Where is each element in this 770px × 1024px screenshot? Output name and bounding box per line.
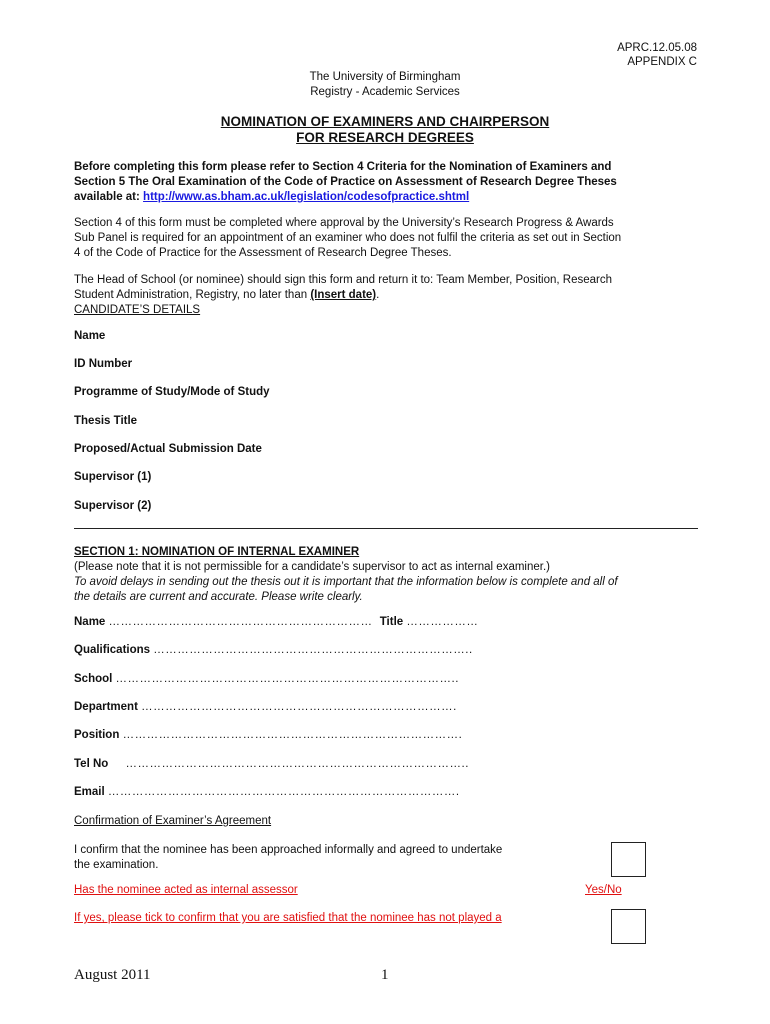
registry-name: Registry - Academic Services [310, 86, 460, 98]
codes-of-practice-link[interactable]: http://www.as.bham.ac.uk/legislation/codesofpractice.shtml [143, 191, 470, 203]
document-reference [617, 41, 697, 69]
intro-line3 [74, 190, 699, 205]
candidate-supervisor2-label: Supervisor (2) [74, 500, 152, 512]
position-label: Position [74, 729, 120, 741]
school-row [74, 673, 459, 685]
department-input[interactable]: ……………………………………………………………………. [141, 701, 457, 713]
confirmation-heading: Confirmation of Examiner’s Agreement [74, 815, 272, 827]
not-played-role-checkbox[interactable] [611, 909, 646, 944]
section4-note [74, 216, 699, 261]
candidate-submission-date-label: Proposed/Actual Submission Date [74, 443, 262, 455]
return-line2 [74, 288, 699, 303]
qualifications-label: Qualifications [74, 644, 151, 656]
examiner-title-input[interactable]: ……………… [406, 616, 479, 628]
return-instructions [74, 273, 699, 318]
form-title [0, 114, 770, 146]
candidate-details-heading: CANDIDATE’S DETAILS [74, 304, 201, 316]
examiner-name-input[interactable]: ………………………………………………………… [108, 616, 373, 628]
candidate-name-label: Name [74, 330, 106, 342]
available-at-label: available at: [74, 191, 144, 203]
internal-assessor-question: Has the nominee acted as internal assessor [74, 884, 298, 896]
return-line2-prefix: Student Administration, Registry, no later than [74, 289, 311, 301]
candidate-programme-label: Programme of Study/Mode of Study [74, 386, 270, 398]
section1-italic-line2: the details are current and accurate. Please write clearly. [74, 591, 363, 603]
email-input[interactable]: ……………………………………………………………………………. [107, 786, 460, 798]
examiner-name-row [74, 616, 478, 628]
school-label: School [74, 673, 113, 685]
candidate-thesis-title-label: Thesis Title [74, 415, 138, 427]
university-name: The University of Birmingham [309, 71, 461, 83]
section1-heading: SECTION 1: NOMINATION OF INTERNAL EXAMINER [74, 546, 360, 558]
section4-note-line2: Sub Panel is required for an appointment of an examiner who does not fulfil the criteria as set out in Section [74, 232, 622, 244]
intro-instructions [74, 160, 699, 205]
email-row [74, 786, 460, 798]
yes-no-option[interactable]: Yes/No [585, 884, 622, 896]
confirmation-line1: I confirm that the nominee has been approached informally and agreed to undertake [74, 844, 503, 856]
institution-block [0, 70, 770, 100]
insert-date: (Insert date) [310, 289, 377, 301]
section4-note-line3: 4 of the Code of Practice for the Assessment of Research Degree Theses. [74, 247, 452, 259]
page-number: 1 [381, 967, 389, 983]
examiner-name-label: Name [74, 616, 106, 628]
telno-input[interactable]: ………………………………………………………………………….. [125, 758, 469, 770]
confirmation-line2: the examination. [74, 859, 159, 871]
appendix-label: APPENDIX C [627, 56, 697, 68]
intro-line1: Before completing this form please refer to Section 4 Criteria for the Nomination of Examiners and [74, 161, 612, 173]
section1-header [74, 545, 699, 605]
qualifications-input[interactable]: …………………………………………………………………….. [153, 644, 473, 656]
form-title-line1: NOMINATION OF EXAMINERS AND CHAIRPERSON [220, 114, 550, 129]
form-title-line2: FOR RESEARCH DEGREES [296, 130, 474, 145]
qualifications-row [74, 644, 473, 656]
email-label: Email [74, 786, 105, 798]
ref-code: APRC.12.05.08 [617, 42, 697, 54]
position-input[interactable]: …………………………………………………………………………. [122, 729, 463, 741]
department-row [74, 701, 457, 713]
candidate-id-label: ID Number [74, 358, 133, 370]
confirmation-statement [74, 843, 564, 873]
examiner-title-label: Title [379, 616, 404, 628]
return-line1: The Head of School (or nominee) should sign this form and return it to: Team Member, Position, Research [74, 274, 612, 286]
section-divider [74, 528, 698, 529]
telno-row [74, 758, 469, 770]
section1-italic-line1: To avoid delays in sending out the thesis out it is important that the information below is complete and all of [74, 576, 618, 588]
section1-note: (Please note that it is not permissible for a candidate’s supervisor to act as internal examiner.) [74, 561, 550, 573]
department-label: Department [74, 701, 138, 713]
candidate-supervisor1-label: Supervisor (1) [74, 471, 152, 483]
confirmation-checkbox[interactable] [611, 842, 646, 877]
school-input[interactable]: ………………………………………………………………………….. [115, 673, 459, 685]
section4-note-line1: Section 4 of this form must be completed where approval by the University’s Research Progress & Awards [74, 217, 614, 229]
footer-date: August 2011 [74, 967, 151, 983]
intro-line2: Section 5 The Oral Examination of the Code of Practice on Assessment of Research Degree Theses [74, 176, 617, 188]
if-yes-statement: If yes, please tick to confirm that you are satisfied that the nominee has not played a [74, 912, 502, 924]
telno-label: Tel No [74, 758, 109, 770]
return-line2-suffix: . [376, 289, 380, 301]
position-row [74, 729, 462, 741]
